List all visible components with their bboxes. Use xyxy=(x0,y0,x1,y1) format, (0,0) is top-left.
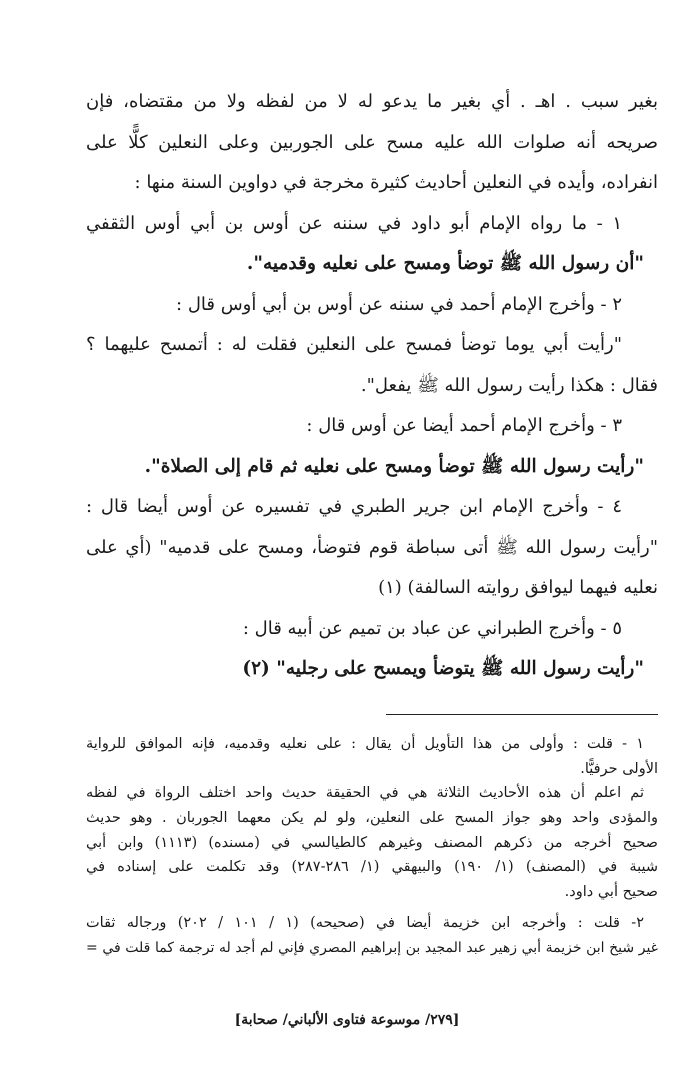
footnote-1-line-1: ١ - قلت : وأولى من هذا التأويل أن يقال : على نعليه وقدميه، فإنه الموافق للرواية xyxy=(86,736,644,752)
footnote-1-line-6: شيبة في (المصنف) (١/ ١٩٠) والبيهقي (١/ ٢٨٦-٢٨٧) وقد تكلمت على إسناده في xyxy=(86,859,658,876)
page-footer: [٢٧٩/ موسوعة فتاوى الألباني/ صحابة] xyxy=(234,1012,460,1028)
hadith-2-intro: ٢ - وأخرج الإمام أحمد في سننه عن أوس بن أبي أوس قال : xyxy=(176,293,622,315)
footnote-1-line-2: الأولى حرفيًّا. xyxy=(580,760,658,777)
footnote-2-line-2: غير شيخ ابن خزيمة أبي زهير عبد المجيد بن إبراهيم المصري فإني لم أجد له ترجمة كما قلت في = xyxy=(86,939,658,956)
footnote-1-line-3: ثم اعلم أن هذه الأحاديث الثلاثة هي في الحقيقة حديث واحد اختلف الرواة في لفظه xyxy=(86,785,644,802)
hadith-1-text: "أن رسول الله ﷺ توضأ ومسح على نعليه وقدميه". xyxy=(246,253,644,274)
footnotes xyxy=(86,732,658,960)
hadith-3-text: "رأيت رسول الله ﷺ توضأ ومسح على نعليه ثم قام إلى الصلاة". xyxy=(144,455,644,477)
body-line-2: صريحه أنه صلوات الله عليه مسح على الجوربين وعلى النعلين كلًّا على xyxy=(86,131,658,153)
hadith-5-text: "رأيت رسول الله ﷺ يتوضأ ويمسح على رجليه" (٢) xyxy=(242,658,644,679)
body-line-3: انفراده، وأيده في النعلين أحاديث كثيرة مخرجة في دواوين السنة منها : xyxy=(134,172,658,193)
hadith-3-intro: ٣ - وأخرج الإمام أحمد أيضا عن أوس قال : xyxy=(306,415,622,436)
body-line-1: بغير سبب . اهـ . أي بغير ما يدعو له لا من لفظه ولا من مقتضاه، فإن xyxy=(86,91,658,112)
main-text xyxy=(86,82,658,690)
hadith-2-text-cont: فقال : هكذا رأيت رسول الله ﷺ يفعل". xyxy=(360,374,658,396)
footnote-1-line-5: صحيح أخرجه من ذكرهم المصنف وغيرهم كالطيالسي في (مسنده) (١١١٣) وابن أبي xyxy=(86,834,658,851)
hadith-4-text: "رأيت رسول الله ﷺ أتى سباطة قوم فتوضأ، ومسح على قدميه" (أي على xyxy=(86,536,658,558)
footnote-separator xyxy=(386,714,658,715)
footnote-2-line-1: ٢- قلت : وأخرجه ابن خزيمة أيضا في (صحيحه) (١ / ١٠١ / ٢٠٢) ورجاله ثقات xyxy=(86,914,645,931)
footnote-1-line-4: والمؤدى واحد وهو جواز المسح على النعلين، ولو لم يكن معهما الجوربان . وهو حديث xyxy=(86,810,658,827)
footnote-1-line-7: صحيح أبي داود. xyxy=(564,884,658,901)
hadith-4-text-cont: نعليه فيهما ليوافق روايته السالفة) (١) xyxy=(378,577,658,598)
hadith-2-text: "رأيت أبي يوما توضأ فمسح على النعلين فقلت له : أتمسح عليهما ؟ xyxy=(86,334,622,355)
hadith-4-intro: ٤ - وأخرج الإمام ابن جرير الطبري في تفسيره عن أوس أيضا قال : xyxy=(86,496,622,517)
hadith-5-intro: ٥ - وأخرج الطبراني عن عباد بن تميم عن أبيه قال : xyxy=(242,617,622,639)
hadith-1-intro: ١ - ما رواه الإمام أبو داود في سننه عن أوس بن أبي أوس الثقفي xyxy=(86,212,622,234)
